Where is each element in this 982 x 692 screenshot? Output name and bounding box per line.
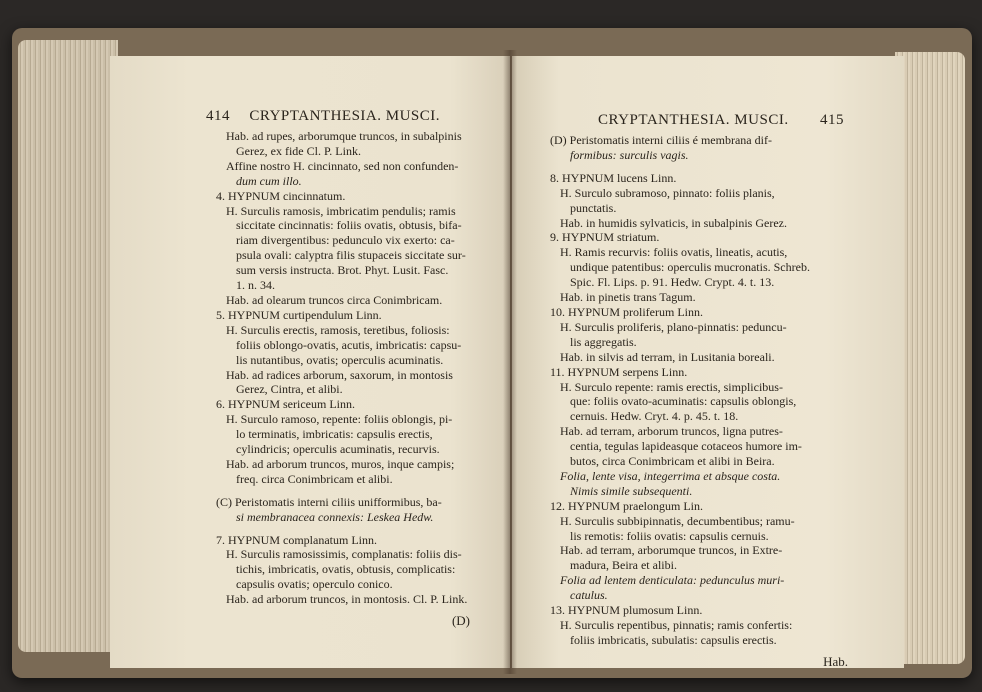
text-line: Hab. ad rupes, arborumque truncos, in subalpinis — [226, 129, 462, 143]
text-line: Folia, lente visa, integerrima et absque costa. — [560, 468, 781, 483]
text-line — [216, 525, 496, 533]
text-line: Hab. in humidis sylvaticis, in subalpinis Gerez. — [560, 215, 787, 230]
text-line: Folia ad lentem denticulata: pedunculus muri- — [560, 573, 785, 588]
text-line: Spic. Fl. Lips. p. 91. Hedw. Crypt. 4. t. 13. — [570, 275, 775, 290]
page-edges-left — [18, 40, 118, 652]
right-page-body — [550, 133, 894, 648]
text-line: H. Surculo ramoso, repente: foliis oblongis, pi- — [226, 412, 453, 427]
text-line: capsulis ovatis; operculo conico. — [236, 577, 393, 592]
right-page — [512, 56, 904, 668]
text-line: catulus. — [570, 588, 608, 603]
text-line: 10. HYPNUM proliferum Linn. — [550, 304, 703, 319]
text-line: punctatis. — [570, 200, 617, 215]
text-line: lis remotis: foliis ovatis: capsulis cernuis. — [570, 528, 769, 543]
text-line: lis aggregatis. — [570, 334, 637, 349]
text-line: Hab. in pinetis trans Tagum. — [560, 290, 696, 305]
text-line: foliis imbricatis, subulatis: capsulis erectis. — [570, 632, 777, 647]
text-line: H. Surculo repente: ramis erectis, simplicibus- — [560, 379, 783, 394]
text-line: H. Surculis proliferis, plano-pinnatis: peduncu- — [560, 319, 787, 334]
left-running-head: CRYPTANTHESIA. MUSCI. — [249, 108, 440, 124]
text-line: (C) Peristomatis interni ciliis unifformibus, ba- — [216, 494, 442, 509]
left-catchword: (D) — [451, 613, 470, 629]
text-line: 5. HYPNUM curtipendulum Linn. — [216, 307, 382, 322]
text-line: cylindricis; operculis acuminatis, recurvis. — [236, 442, 440, 457]
left-page-header — [206, 108, 496, 125]
text-line: Hab. ad terram, arborumque truncos, in Extre- — [560, 543, 783, 558]
text-line — [216, 487, 496, 495]
text-line: dum cum illo. — [236, 173, 302, 188]
text-line: 13. HYPNUM plumosum Linn. — [550, 603, 703, 618]
text-line: riam divergentibus: pedunculo vix exerto: ca- — [236, 233, 455, 248]
text-line: que: foliis ovato-acuminatis: capsulis oblongis, — [570, 394, 797, 409]
text-line: 11. HYPNUM serpens Linn. — [550, 364, 688, 379]
text-line: Hab. in silvis ad terram, in Lusitania boreali. — [560, 349, 775, 364]
text-line: Hab. ad radices arborum, saxorum, in montosis — [226, 367, 453, 382]
text-line: 12. HYPNUM praelongum Lin. — [550, 498, 703, 513]
text-line: foliis oblongo-ovatis, acutis, imbricatis: capsu- — [236, 337, 462, 352]
text-line: (D) Peristomatis interni ciliis é membrana dif- — [550, 133, 772, 147]
text-line: H. Surculis erectis, ramosis, teretibus, foliosis: — [226, 322, 450, 337]
right-running-head: CRYPTANTHESIA. MUSCI. — [598, 112, 789, 128]
left-page-body — [216, 129, 496, 607]
text-line: 1. n. 34. — [236, 278, 275, 293]
text-line: H. Surculis subbipinnatis, decumbentibus; ramu- — [560, 513, 795, 528]
text-line: 8. HYPNUM lucens Linn. — [550, 170, 677, 185]
text-line: lo terminatis, imbricatis: capsulis erectis, — [236, 427, 433, 442]
right-catchword: Hab. — [823, 653, 848, 669]
text-line: Gerez, ex fide Cl. P. Link. — [236, 143, 361, 158]
text-line: Hab. ad terram, arborum truncos, ligna putres- — [560, 424, 783, 439]
text-line: formibus: surculis vagis. — [570, 147, 689, 162]
text-line: sum versis instructa. Brot. Phyt. Lusit. Fasc. — [236, 263, 449, 278]
text-line: Hab. ad olearum truncos circa Conimbricam. — [226, 292, 443, 307]
left-page — [110, 56, 510, 668]
text-line: H. Ramis recurvis: foliis ovatis, lineatis, acutis, — [560, 245, 788, 260]
text-line: Hab. ad arborum truncos, muros, inque campis; — [226, 456, 455, 471]
page-edges-right — [895, 52, 965, 664]
text-line: lis nutantibus, ovatis; operculis acuminatis. — [236, 352, 444, 367]
right-page-number: 415 — [820, 112, 844, 128]
text-line: H. Surculis ramosissimis, complanatis: foliis dis- — [226, 547, 462, 562]
left-page-number: 414 — [206, 108, 230, 124]
text-line: psula ovali: calyptra filis stupaceis siccitate sur- — [236, 248, 466, 263]
text-line: tichis, imbricatis, ovatis, obtusis, complicatis: — [236, 562, 456, 577]
text-line: 9. HYPNUM striatum. — [550, 230, 660, 245]
text-line: 4. HYPNUM cincinnatum. — [216, 188, 346, 203]
text-line: 7. HYPNUM complanatum Linn. — [216, 532, 377, 547]
text-line: madura, Beira et alibi. — [570, 558, 677, 573]
book-gutter — [503, 50, 517, 674]
text-line: Affine nostro H. cincinnato, sed non confunden- — [226, 158, 459, 173]
text-line: cernuis. Hedw. Cryt. 4. p. 45. t. 18. — [570, 409, 739, 424]
text-line: H. Surculis ramosis, imbricatim pendulis; ramis — [226, 203, 456, 218]
text-line — [550, 163, 894, 171]
text-line: H. Surculis repentibus, pinnatis; ramis confertis: — [560, 618, 793, 632]
text-line: si membranacea connexis: Leskea Hedw. — [236, 509, 434, 524]
text-line: 6. HYPNUM sericeum Linn. — [216, 397, 355, 412]
text-line: Hab. ad arborum truncos, in montosis. Cl. P. Link. — [226, 592, 468, 607]
text-line: H. Surculo subramoso, pinnato: foliis planis, — [560, 185, 775, 200]
text-line: centia, tegulas lapideasque cotaceos humore im- — [570, 439, 802, 454]
text-line: siccitate cincinnatis: foliis ovatis, obtusis, bifa- — [236, 218, 462, 233]
text-line: Nimis simile subsequenti. — [570, 483, 693, 498]
text-line: Gerez, Cintra, et alibi. — [236, 382, 343, 397]
text-line: freq. circa Conimbricam et alibi. — [236, 471, 393, 486]
text-line: undique patentibus: operculis mucronatis. Schreb. — [570, 260, 810, 275]
right-page-header — [550, 112, 894, 129]
text-line: butos, circa Conimbricam et alibi in Beira. — [570, 454, 775, 469]
